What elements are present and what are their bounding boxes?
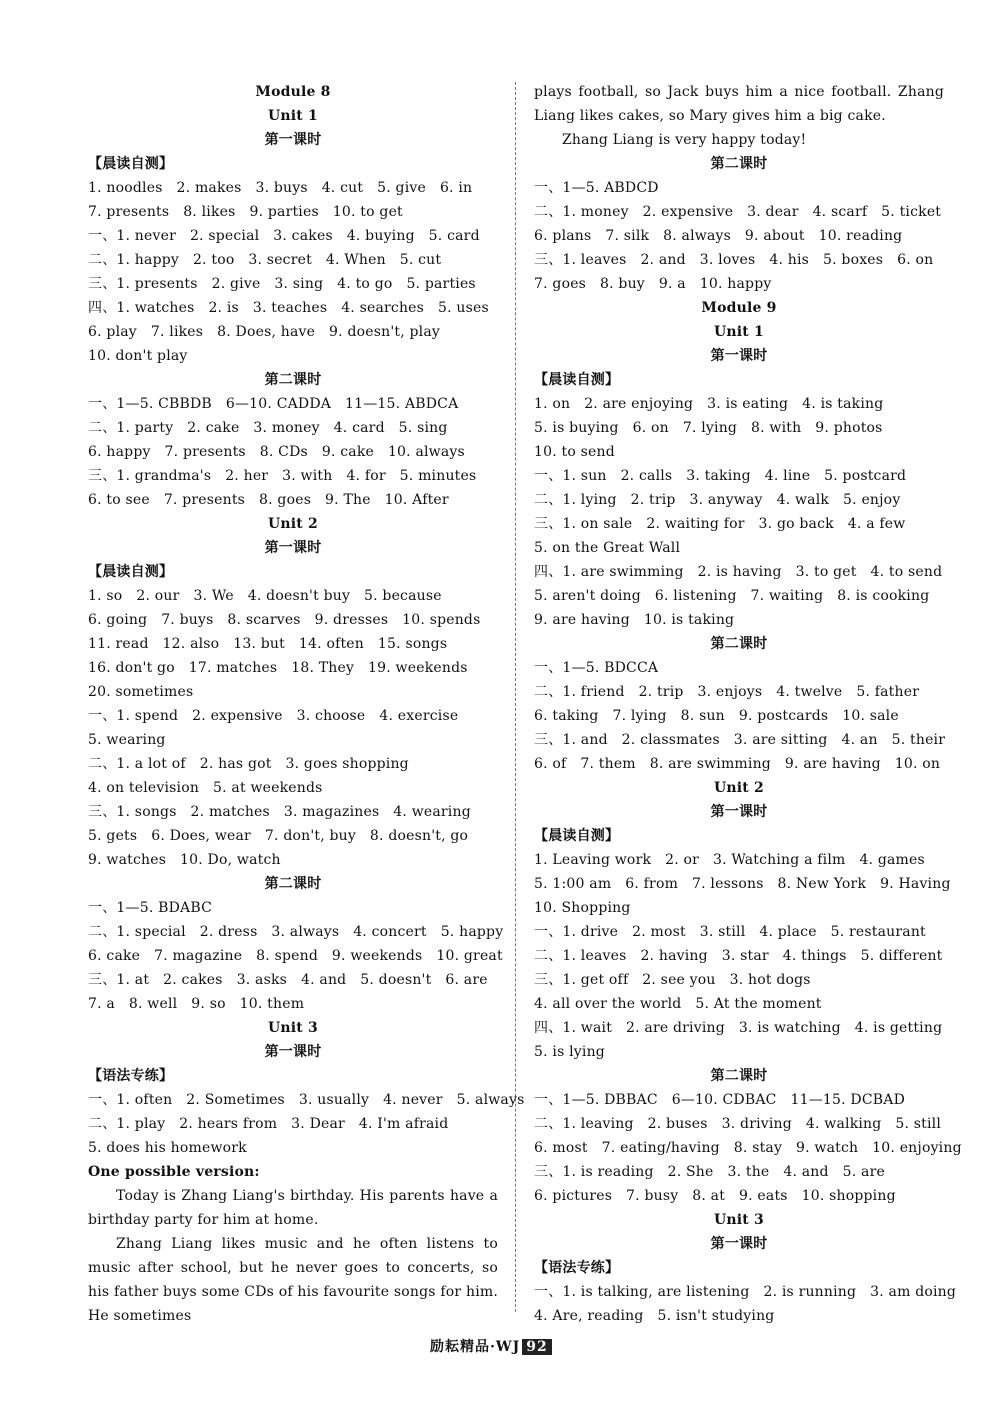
answer-line: 三、1. is reading 2. She 3. the 4. and 5. are (534, 1164, 885, 1180)
section-heading: 第一课时 (710, 804, 768, 820)
answer-line: 6. taking 7. lying 8. sun 9. postcards 10. sale (534, 708, 899, 724)
answer-line: 1. on 2. are enjoying 3. is eating 4. is taking (534, 396, 884, 412)
answer-line: 一、1—5. CBBDB 6—10. CADDA 11—15. ABDCA (88, 396, 459, 412)
sample-heading: One possible version: (88, 1164, 260, 1180)
section-heading: 第二课时 (264, 372, 322, 388)
answer-line: 二、1. special 2. dress 3. always 4. concert 5. happy (88, 924, 504, 940)
answer-line: 7. a 8. well 9. so 10. them (88, 996, 305, 1012)
answer-line: 5. does his homework (88, 1140, 247, 1156)
answer-line: 5. wearing (88, 732, 166, 748)
answer-line: 三、1. grandma's 2. her 3. with 4. for 5. minutes (88, 468, 477, 484)
answer-line: 一、1. spend 2. expensive 3. choose 4. exercise (88, 708, 459, 724)
section-heading: Unit 2 (268, 516, 318, 532)
answer-line: 二、1. lying 2. trip 3. anyway 4. walk 5. enjoy (534, 492, 901, 508)
answer-line: 三、1. leaves 2. and 3. loves 4. his 5. boxes 6. on (534, 252, 934, 268)
essay-paragraph: plays football, so Jack buys him a nice football. Zhang Liang likes cakes, so Mary gives him a big cake. (534, 84, 944, 124)
answer-line: 9. are having 10. is taking (534, 612, 735, 628)
section-heading: Unit 3 (714, 1212, 764, 1228)
section-heading: 第二课时 (710, 1068, 768, 1084)
answer-line: 一、1—5. BDCCA (534, 660, 659, 676)
answer-line: 一、1—5. BDABC (88, 900, 212, 916)
essay-paragraph: Zhang Liang is very happy today! (562, 132, 807, 148)
section-heading: 第二课时 (710, 156, 768, 172)
section-heading: Module 9 (701, 300, 777, 316)
right-column (534, 80, 962, 1328)
answer-line: 5. 1:00 am 6. from 7. lessons 8. New York 9. Having (534, 876, 951, 892)
footer-brand: 励耘精品·WJ (430, 1339, 521, 1355)
answer-line: 一、1—5. ABDCD (534, 180, 659, 196)
answer-line: 5. is buying 6. on 7. lying 8. with 9. photos (534, 420, 883, 436)
answer-line: 二、1. play 2. hears from 3. Dear 4. I'm afraid (88, 1116, 449, 1132)
answer-line: 三、1. presents 2. give 3. sing 4. to go 5. parties (88, 276, 476, 292)
answer-line: 二、1. leaving 2. buses 3. driving 4. walking 5. still (534, 1116, 942, 1132)
section-tag: 【语法专练】 (88, 1068, 174, 1084)
left-column (88, 80, 525, 1328)
answer-line: 四、1. watches 2. is 3. teaches 4. searches 5. uses (88, 300, 489, 316)
answer-line: 一、1. sun 2. calls 3. taking 4. line 5. postcard (534, 468, 907, 484)
page-number: 92 (522, 1339, 551, 1355)
section-tag: 【语法专练】 (534, 1260, 620, 1276)
answer-line: 二、1. a lot of 2. has got 3. goes shopping (88, 756, 409, 772)
answer-line: 10. don't play (88, 348, 188, 364)
answer-line: 11. read 12. also 13. but 14. often 15. songs (88, 636, 448, 652)
answer-line: 1. noodles 2. makes 3. buys 4. cut 5. give 6. in (88, 180, 473, 196)
section-tag: 【晨读自测】 (534, 372, 620, 388)
answer-line: 一、1. drive 2. most 3. still 4. place 5. restaurant (534, 924, 926, 940)
answer-line: 一、1. often 2. Sometimes 3. usually 4. never 5. always (88, 1092, 525, 1108)
answer-line: 4. all over the world 5. At the moment (534, 996, 822, 1012)
section-heading: 第一课时 (710, 348, 768, 364)
answer-line: 5. aren't doing 6. listening 7. waiting 8. is cooking (534, 588, 930, 604)
answer-line: 6. going 7. buys 8. scarves 9. dresses 10. spends (88, 612, 481, 628)
section-heading: 第一课时 (264, 540, 322, 556)
section-heading: Unit 3 (268, 1020, 318, 1036)
answer-line: 9. watches 10. Do, watch (88, 852, 281, 868)
answer-line: 一、1—5. DBBAC 6—10. CDBAC 11—15. DCBAD (534, 1092, 905, 1108)
answer-line: 5. gets 6. Does, wear 7. don't, buy 8. doesn't, go (88, 828, 469, 844)
answer-line: 6. to see 7. presents 8. goes 9. The 10. After (88, 492, 449, 508)
section-heading: 第一课时 (710, 1236, 768, 1252)
answer-line: 二、1. leaves 2. having 3. star 4. things 5. different (534, 948, 943, 964)
essay-paragraph: Today is Zhang Liang's birthday. His parents have a birthday party for him at home. (88, 1188, 498, 1228)
answer-line: 6. cake 7. magazine 8. spend 9. weekends 10. great (88, 948, 503, 964)
essay-paragraph: Zhang Liang likes music and he often listens to music after school, but he never goes to concerts, so his father buys some CDs of his favourite songs for him. He sometimes (88, 1236, 498, 1324)
answer-line: 二、1. friend 2. trip 3. enjoys 4. twelve 5. father (534, 684, 920, 700)
answer-line: 三、1. and 2. classmates 3. are sitting 4. an 5. their (534, 732, 946, 748)
answer-line: 20. sometimes (88, 684, 194, 700)
section-heading: Unit 1 (714, 324, 764, 340)
answer-line: 二、1. party 2. cake 3. money 4. card 5. sing (88, 420, 448, 436)
answer-line: 6. happy 7. presents 8. CDs 9. cake 10. always (88, 444, 465, 460)
answer-line: 三、1. songs 2. matches 3. magazines 4. wearing (88, 804, 471, 820)
answer-line: 6. pictures 7. busy 8. at 9. eats 10. shopping (534, 1188, 896, 1204)
answer-line: 二、1. money 2. expensive 3. dear 4. scarf 5. ticket (534, 204, 942, 220)
answer-line: 10. Shopping (534, 900, 631, 916)
answer-line: 6. of 7. them 8. are swimming 9. are having 10. on (534, 756, 941, 772)
answer-line: 1. so 2. our 3. We 4. doesn't buy 5. because (88, 588, 442, 604)
answer-line: 三、1. get off 2. see you 3. hot dogs (534, 972, 811, 988)
answer-line: 6. plans 7. silk 8. always 9. about 10. reading (534, 228, 903, 244)
section-heading: 第二课时 (264, 876, 322, 892)
answer-line: 5. on the Great Wall (534, 540, 681, 556)
answer-line: 四、1. are swimming 2. is having 3. to get 4. to send (534, 564, 943, 580)
answer-line: 4. Are, reading 5. isn't studying (534, 1308, 775, 1324)
section-heading: 第二课时 (710, 636, 768, 652)
section-heading: 第一课时 (264, 1044, 322, 1060)
answer-line: 7. presents 8. likes 9. parties 10. to get (88, 204, 403, 220)
answer-line: 三、1. at 2. cakes 3. asks 4. and 5. doesn't 6. are (88, 972, 488, 988)
answer-line: 一、1. never 2. special 3. cakes 4. buying 5. card (88, 228, 480, 244)
answer-line: 16. don't go 17. matches 18. They 19. weekends (88, 660, 468, 676)
answer-line: 7. goes 8. buy 9. a 10. happy (534, 276, 772, 292)
answer-line: 四、1. wait 2. are driving 3. is watching 4. is getting (534, 1020, 943, 1036)
column-divider (515, 82, 516, 1312)
section-heading: 第一课时 (264, 132, 322, 148)
answer-line: 6. most 7. eating/having 8. stay 9. watch 10. enjoying (534, 1140, 962, 1156)
page-footer (430, 1336, 552, 1356)
section-tag: 【晨读自测】 (88, 564, 174, 580)
answer-line: 4. on television 5. at weekends (88, 780, 323, 796)
section-heading: Unit 1 (268, 108, 318, 124)
answer-line: 6. play 7. likes 8. Does, have 9. doesn't, play (88, 324, 441, 340)
answer-line: 三、1. on sale 2. waiting for 3. go back 4. a few (534, 516, 906, 532)
section-tag: 【晨读自测】 (534, 828, 620, 844)
answer-line: 1. Leaving work 2. or 3. Watching a film 4. games (534, 852, 925, 868)
section-tag: 【晨读自测】 (88, 156, 174, 172)
section-heading: Unit 2 (714, 780, 764, 796)
section-heading: Module 8 (255, 84, 331, 100)
answer-line: 5. is lying (534, 1044, 605, 1060)
answer-line: 一、1. is talking, are listening 2. is running 3. am doing (534, 1284, 957, 1300)
answer-line: 二、1. happy 2. too 3. secret 4. When 5. cut (88, 252, 442, 268)
answer-line: 10. to send (534, 444, 615, 460)
